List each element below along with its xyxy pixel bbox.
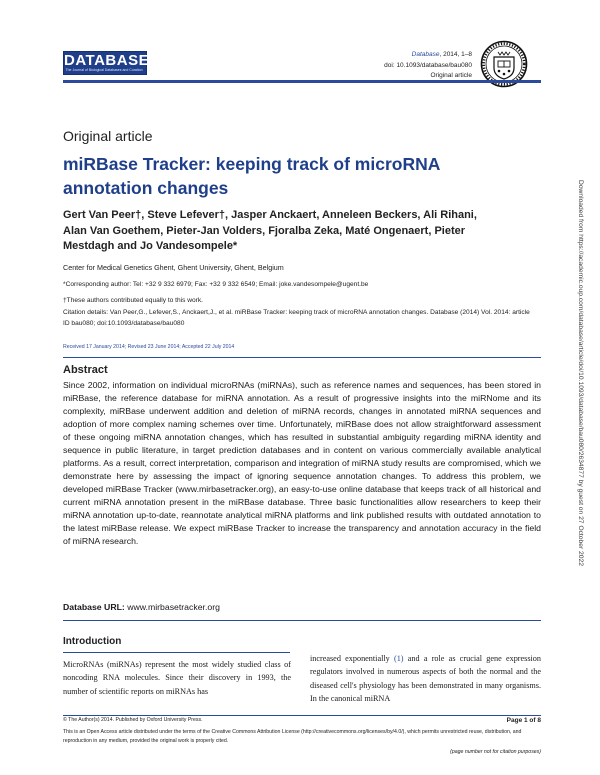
header-rule bbox=[63, 80, 541, 83]
database-url-line bbox=[63, 602, 220, 612]
affiliation: Center for Medical Genetics Ghent, Ghent University, Ghent, Belgium bbox=[63, 263, 284, 272]
journal-year-pages: , 2014, 1–8 bbox=[439, 51, 472, 58]
author-list: Gert Van Peer†, Steve Lefever†, Jasper Anckaert, Anneleen Beckers, Ali Rihani, Alan Van Goethem, Pieter-Jan Volders, Fjoralba Zeka, Maté Ongenaert, Pieter Mestdagh and Jo Vandesompele* bbox=[63, 209, 477, 252]
intro-right-text-b: and a role as crucial gene expression regulators involved in numerous aspects of both the normal and the diseased cell's physiology has been demonstrated in many organisms. In the canonical miRNA bbox=[310, 654, 541, 704]
corresponding-author: *Corresponding author: Tel: +32 9 332 6979; Fax: +32 9 332 6549; Email: joke.vandesompele@ugent.be bbox=[63, 281, 369, 288]
database-url-label: Database URL: bbox=[63, 602, 125, 612]
journal-name: Database bbox=[411, 51, 440, 58]
equal-contribution-note: †These authors contributed equally to this work. bbox=[63, 297, 204, 304]
intro-right-column bbox=[310, 652, 541, 706]
journal-info bbox=[384, 50, 472, 82]
download-watermark: Downloaded from https://academic.oup.com/database/article/doi/10.1093/database/bau080/2634877 by guest on 27 October 2022 bbox=[577, 180, 584, 566]
abstract-end-rule bbox=[63, 620, 541, 621]
abstract-heading: Abstract bbox=[63, 364, 108, 376]
abstract-rule bbox=[63, 357, 541, 358]
received-dates: Received 17 January 2014; Revised 23 June 2014; Accepted 22 July 2014 bbox=[63, 344, 235, 350]
footer-rule bbox=[63, 715, 541, 716]
journal-logo: DATABASE bbox=[63, 51, 147, 75]
reference-link[interactable]: (1) bbox=[393, 654, 404, 663]
introduction-heading: Introduction bbox=[63, 636, 122, 647]
journal-article-type: Original article bbox=[430, 72, 472, 79]
database-url-link[interactable]: www.mirbasetracker.org bbox=[127, 602, 220, 612]
page-number-note: (page number not for citation purposes) bbox=[450, 749, 541, 755]
citation-details: Citation details: Van Peer,G., Lefever,S., Anckaert,J., et al. miRBase Tracker: keeping track of microRNA annotation changes. Database (2014) Vol. 2014: article ID bau080; doi:10.1093/database/bau080 bbox=[63, 309, 530, 327]
section-label: Original article bbox=[63, 128, 153, 144]
article-title: miRBase Tracker: keeping track of microRNA annotation changes bbox=[63, 154, 440, 198]
license-text: This is an Open Access article distributed under the terms of the Creative Commons Attribution License (http://creativecommons.org/licenses/by/4.0/), which permits unrestricted reuse, distribution, and reproduction in any medium, provided the original work is properly cited. bbox=[63, 729, 522, 744]
journal-doi: doi: 10.1093/database/bau080 bbox=[384, 61, 472, 69]
journal-citation-line bbox=[384, 50, 472, 61]
introduction-rule bbox=[63, 652, 290, 653]
intro-right-text-a: increased exponentially bbox=[310, 654, 394, 663]
copyright-line: © The Author(s) 2014. Published by Oxford University Press. bbox=[63, 717, 203, 723]
page-number: Page 1 of 8 bbox=[506, 717, 541, 724]
journal-logo-subtitle: The Journal of Biological Databases and Curation bbox=[65, 68, 143, 72]
abstract-text: Since 2002, information on individual microRNAs (miRNAs), such as reference names and sequences, has been stored in miRBase, the reference database for miRNA annotation. As a result of progressive insights into the miRNome and its complexity, miRBase underwent addition and deletion of miRNA records, changes in annotated miRNA sequences and adoption of more complex naming schemes over time. Unfortunately, miRBase does not allow straightforward assessment of these ongoing miRNA annotation changes, which has resulted in substantial ambiguity regarding miRNA identity and sequence in public literature, in target prediction databases and in content on various commercially available analytical platforms. As a result, correct interpretation, comparison and integration of miRNA study results are compromised, which we demonstrate here by assessing the impact of ignoring sequence annotation changes. To address this problem, we developed miRBase Tracker (www.mirbasetracker.org), an easy-to-use online database that keeps track of all historical and current miRNA annotation present in the miRBase database. Three basic functionalities allow researchers to keep their miRNA annotation up-to-date, reannotate analytical miRNA platforms and link published results with outdated annotation to the latest miRBase release. We expect miRBase Tracker to increase the transparency and annotation accuracy in the field of miRNA research. bbox=[63, 380, 541, 546]
intro-left-column: MicroRNAs (miRNAs) represent the most widely studied class of noncoding RNA molecules. Since their discovery in 1993, the number of scientific reports on miRNAs has bbox=[63, 660, 291, 696]
